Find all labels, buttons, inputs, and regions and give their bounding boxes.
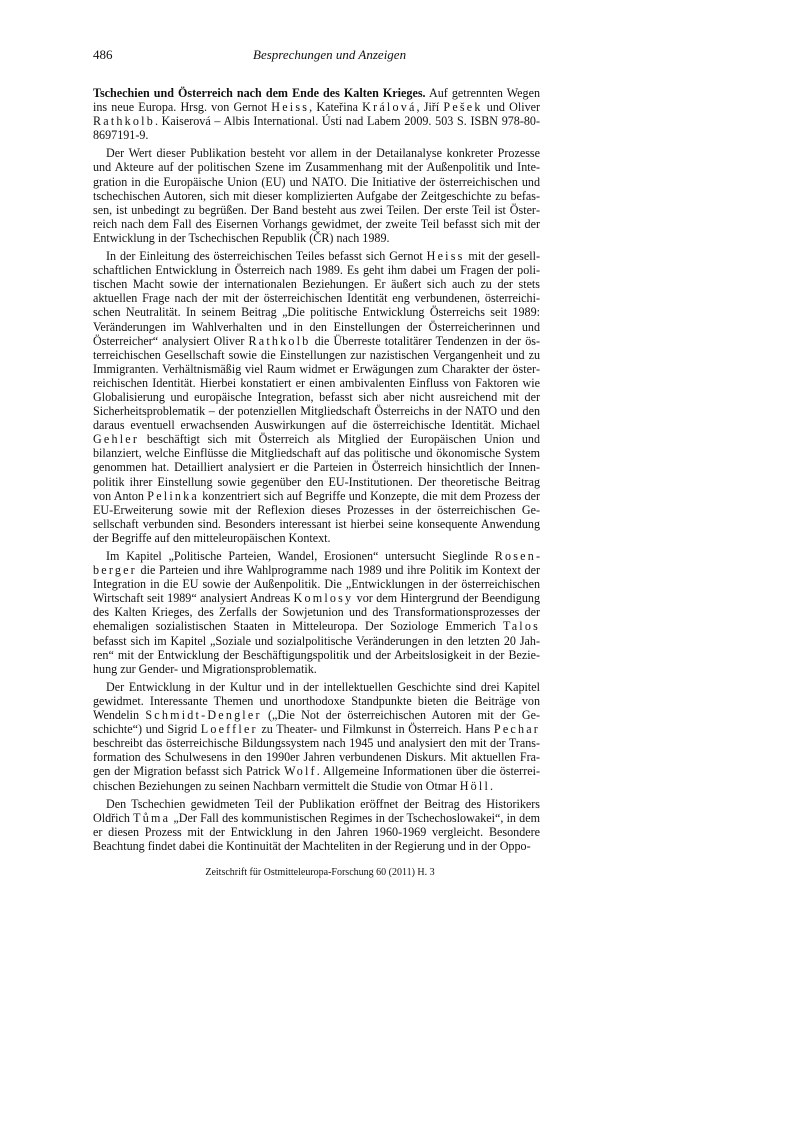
paragraph-text: „Der Fall des kommunistischen Regimes in der Tschechoslowakei“, in dem er diesen Prozess mit der Entwicklung in den Jahren 1960-1969 vergleicht. Besondere Beachtung findet dabei die Kontinuität der Machteliten in der Regierung und in der Oppo-	[93, 810, 541, 853]
author-name: Höll	[459, 778, 491, 793]
editor-name: Králová	[362, 100, 417, 115]
paragraph	[93, 249, 540, 545]
editor-name: Heiss	[271, 100, 310, 115]
paragraph-text: die Überreste totalitärer Tendenzen in der österreichischen Gesellschaft sowie die Einstellungen zur nazistischen Vergangenheit und zu Immigranten. Verhältnismäßig viel Raum widmet er Erwägungen zum Charakter der österreichischen Identität. Hierbei konstatiert er einen ambivalenten Einfluss von Faktoren wie Globalisierung und europäische Integration, befasst sich aber nicht ausreichend mit der Sicherheitsproblematik – der potenziellen Mitgliedschaft Österreichs in der NATO und den daraus eventuell erwachsenden Auswirkungen auf die österreichische Identität. Michael	[93, 333, 540, 433]
paragraph: Der Wert dieser Publikation besteht vor allem in der Detailanalyse konkreter Prozesse und Akteure auf der politischen Szene im Zusammenhang mit der Außenpolitik und Integration in die Europäische Union (EU) und NATO. Die Initiative der österreichischen und tschechischen Autoren, sich mit dieser komplizierten Aufgabe der Zeitgeschichte zu befassen, ist unbedingt zu begrüßen. Der Band besteht aus zwei Teilen. Der erste Teil ist Österreich nach dem Fall des Eisernen Vorhangs gewidmet, der zweite Teil befasst sich mit der Entwicklung in der Tschechischen Republik (ČR) nach 1989.	[93, 146, 540, 245]
author-name: Komlosy	[293, 591, 354, 606]
paragraph-text: beschäftigt sich mit Österreich als Mitglied der Europäischen Union und bilanziert, welche Einflüsse die Mitgliedschaft auf das politische und ökonomische System genommen hat. Detailliert analysiert er die Parteien in Österreich hinsichtlich der Innenpolitik ihrer Einstellung sowie gegenüber den EU-Institutionen. Der theoretische Beitrag von Anton	[93, 432, 540, 503]
paragraph-text: Den Tschechien gewidmeten Teil der Publikation eröffnet der Beitrag des Historikers Oldřich	[93, 796, 540, 825]
author-name: Pechar	[493, 722, 540, 737]
author-name: Gehler	[93, 432, 140, 447]
paragraph	[93, 797, 540, 853]
author-name: Tůma	[133, 810, 171, 825]
paragraph	[93, 680, 540, 793]
author-name: Loeffler	[200, 722, 258, 737]
citation-separator: und Oliver	[482, 100, 541, 115]
paragraph-text: .	[490, 778, 494, 793]
page-header	[93, 47, 540, 65]
editor-name: Pešek	[443, 100, 483, 115]
paragraph-text: vor dem Hintergrund der Beendigung des Kalten Krieges, des Zerfalls der Sowjetunion und des Transformationsprozesses der ehemaligen sozialistischen Staaten in Mitteleuropa. Der Soziologe Emmerich	[93, 591, 540, 634]
author-name: Pelinka	[147, 488, 199, 503]
paragraph-text: zu Theater- und Filmkunst in Österreich. Hans	[257, 722, 494, 737]
page-footer	[0, 867, 800, 878]
paragraph-text: befasst sich im Kapitel „Soziale und sozialpolitische Veränderungen in den letzten 20 Jahren“ mit der Entwicklung der Beschäftigungspolitik und der Arbeitslosigkeit in der Beziehung zur Gender- und Migrationsproblematik.	[93, 633, 540, 676]
paragraph-text: . Allgemeine Informationen über die österreichischen Beziehungen zu seinen Nachbarn vermittelt die Studie von Otmar	[93, 764, 540, 793]
journal-citation: Zeitschrift für Ostmitteleuropa-Forschung 60 (2011) H. 3	[205, 867, 435, 878]
paragraph	[93, 549, 540, 676]
editor-name: Rathkolb	[93, 114, 155, 129]
publication-details: . Kaiserová – Albis International. Ústi nad Labem 2009. 503 S. ISBN 978-80-8697191-9.	[93, 114, 540, 143]
paragraph-text: Im Kapitel „Politische Parteien, Wandel, Erosionen“ untersucht Sieglinde	[106, 549, 495, 563]
paragraph-text: mit der gesellschaftlichen Entwicklung in Österreich nach 1989. Es geht ihm dabei um Fragen der politischen Macht sowie der internationalen Beziehungen. Er äußert sich auch zu der stets aktuellen Frage nach der mit der österreichischen Identität eng verbundenen, österreichischen Neutralität. In seinem Beitrag „Die politische Entwicklung Österreichs seit 1989: Veränderungen im Wahlverhalten und in den Einstellungen der Österreicherinnen und Österreicher“ analysiert Oliver	[93, 249, 541, 348]
citation-separator: , Jiří	[416, 100, 444, 115]
paragraph-text: („Die Not der österreichischen Autoren mit der Geschichte“) und Sigrid	[93, 708, 540, 737]
book-citation	[93, 86, 540, 142]
paragraph-text: Der Entwicklung in der Kultur und in der intellektuellen Geschichte sind drei Kapitel gewidmet. Interessante Themen und unorthodoxe Standpunkte bieten die Beiträge von Wendelin	[93, 679, 540, 723]
running-title: Besprechungen und Anzeigen	[253, 47, 407, 62]
review-article	[93, 86, 540, 853]
author-name: Heiss	[426, 249, 465, 264]
author-name: Wolf	[284, 764, 317, 779]
paragraph-text: beschreibt das österreichische Bildungssystem nach 1945 und analysiert den mit der Transformation des Schulwesens in den 1990er Jahren verbundenen Diskurs. Mit aktuellen Fragen der Migration befasst sich Patrick	[93, 736, 540, 779]
paragraph-text: die Parteien und ihre Wahlprogramme nach 1989 und ihre Politik im Kontext der Integration in die EU sowie der Außenpolitik. Die „Entwicklungen in der österreichischen Wirtschaft seit 1989“ analysiert Andreas	[93, 563, 540, 606]
page-number: 486	[93, 47, 113, 62]
author-name: Schmidt-Dengler	[145, 708, 262, 723]
paragraph-text: konzentriert sich auf Begriffe und Konzepte, die mit dem Prozess der EU-Erweiterung sowie mit der Reflexion dieses Prozesses in der österreichischen Gesellschaft verbunden sind. Besonders interessant ist hierbei seine konsequente Anwendung der Begriffe auf den mitteleuropäischen Kontext.	[93, 488, 540, 545]
book-title: Tschechien und Österreich nach dem Ende des Kalten Krieges.	[93, 86, 426, 100]
author-name: Rathkolb	[248, 333, 311, 348]
citation-separator: , Kateřina	[309, 100, 363, 115]
author-name: Rosenberger	[93, 549, 540, 578]
book-subtitle: Auf getrennten Wegen ins neue Europa. Hrsg. von Gernot	[93, 86, 541, 115]
paragraph-text: In der Einleitung des österreichischen Teiles befasst sich Gernot	[106, 249, 427, 264]
author-name: Talos	[502, 619, 540, 634]
